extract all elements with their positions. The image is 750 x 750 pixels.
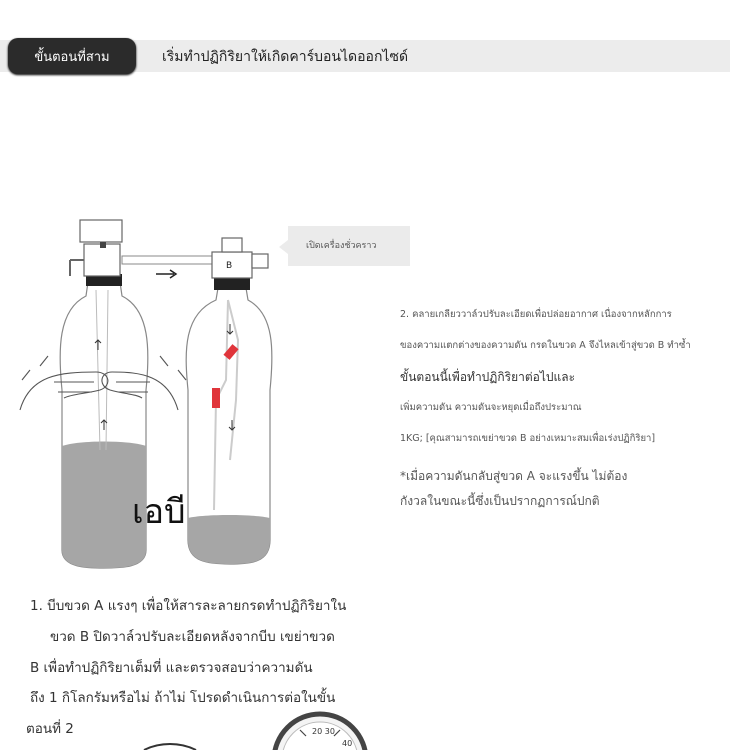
note-line-1: *เมื่อความดันกลับสู่ขวด A จะแรงขึ้น ไม่ต้อง bbox=[400, 469, 628, 483]
left-line-5: ตอนที่ 2 bbox=[26, 721, 74, 737]
callout-text: เปิดเครื่องชั่วคราว bbox=[306, 241, 377, 251]
header-title: เริ่มทำปฏิกิริยาให้เกิดคาร์บอนไดออกไซด์ bbox=[162, 49, 409, 65]
step-badge bbox=[8, 38, 136, 74]
right-line-3: ขั้นตอนนี้เพื่อทำปฏิกิริยาต่อไปและ bbox=[400, 370, 576, 384]
right-line-1: 2. คลายเกลียววาล์วปรับละเอียดเพื่อปล่อยอากาศ เนื่องจากหลักการ bbox=[400, 309, 672, 320]
gauge-tick-20-30: 20 30 bbox=[312, 727, 335, 736]
bottle-b bbox=[186, 238, 272, 564]
bottle-b-cap bbox=[214, 278, 250, 290]
note-line-2: กังวลในขณะนี้ซึ่งเป็นปรากฏการณ์ปกติ bbox=[400, 494, 600, 508]
check-valve-lower bbox=[212, 388, 220, 408]
callout-box bbox=[288, 226, 410, 266]
left-line-4: ถึง 1 กิโลกรัมหรือไม่ ถ้าไม่ โปรดดำเนินการต่อในขั้น bbox=[30, 690, 336, 706]
regulator-body bbox=[84, 244, 120, 276]
left-line-1: 1. บีบขวด A แรงๆ เพื่อให้สารละลายกรดทำปฏิกิริยาใน bbox=[30, 598, 347, 614]
connector-tube bbox=[122, 256, 214, 264]
pressure-gauge bbox=[260, 700, 380, 750]
bottle-b-label: B bbox=[226, 261, 233, 271]
regulator-head bbox=[80, 220, 122, 242]
flow-arrow bbox=[156, 270, 176, 278]
bottle-label: เอบี bbox=[132, 492, 186, 532]
gauge-arc bbox=[140, 740, 200, 750]
gauge-tick-40: 40 bbox=[342, 739, 353, 748]
callout-tail bbox=[279, 240, 288, 254]
step-label: ขั้นตอนที่สาม bbox=[34, 50, 110, 65]
right-line-5: 1KG; [คุณสามารถเขย่าขวด B อย่างเหมาะสมเพื่อเร่งปฏิกิริยา] bbox=[400, 433, 656, 444]
right-line-4: เพิ่มความดัน ความดันจะหยุดเมื่อถึงประมาณ bbox=[400, 402, 582, 413]
left-line-3: B เพื่อทำปฏิกิริยาเต็มที่ และตรวจสอบว่าความดัน bbox=[30, 660, 313, 676]
right-line-2: ของความแตกต่างของความดัน กรดในขวด A จึงไหลเข้าสู่ขวด B ทำซ้ำ bbox=[400, 340, 691, 351]
bottle-b-liquid bbox=[188, 515, 270, 564]
left-line-2: ขวด B ปิดวาล์วปรับละเอียดหลังจากบีบ เขย่าขวด bbox=[50, 629, 335, 645]
